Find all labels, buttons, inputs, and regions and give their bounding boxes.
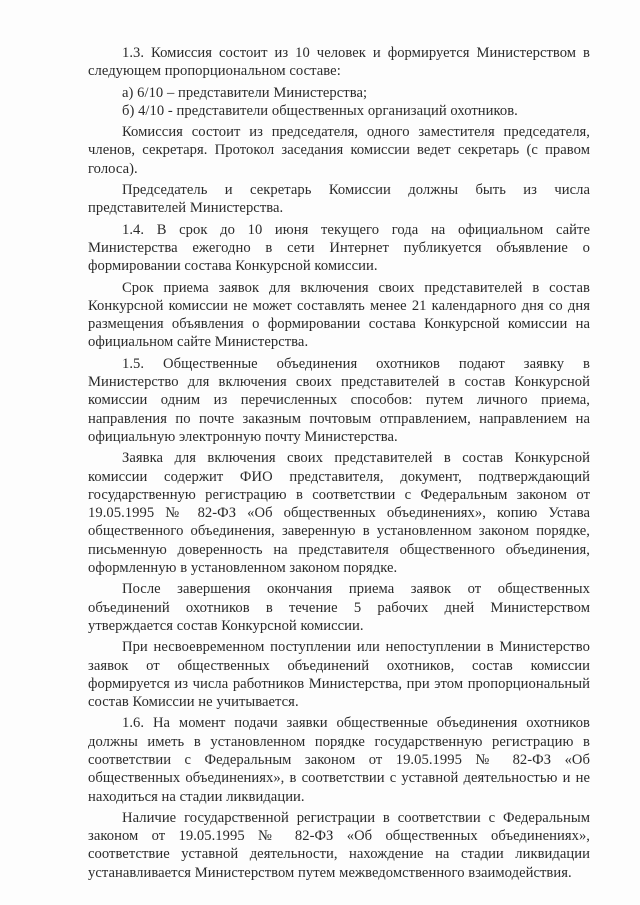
- paragraph-application-contents: Заявка для включения своих представителей в состав Конкурсной комиссии содержит ФИО представителя, документ, подтверждающий государственную регистрацию в соответствии с Федеральным законом от 19.05.1995 № 82-ФЗ «Об общественных объединениях», копию Устава общественного объединения, заверенную в установленном законом порядке, письменную доверенность на представителя общественного объединения, оформленную в установленном законом порядке.: [88, 450, 590, 577]
- paragraph-registration-check: Наличие государственной регистрации в соответствии с Федеральным законом от 19.05.1995 № 82-ФЗ «Об общественных объединениях», соответствие уставной деятельности, нахождение на стадии ликвидации устанавливается Министерством путем межведомственного взаимодействия.: [88, 809, 590, 881]
- paragraph-commission-structure: Комиссия состоит из председателя, одного заместителя председателя, членов, секретаря. Протокол заседания комиссии ведет секретарь (с правом голоса).: [88, 124, 590, 177]
- paragraph-late-submission: При несвоевременном поступлении или непоступлении в Министерство заявок от общественных объединений охотников, состав комиссии формируется из числа работников Министерства, при этом пропорциональный состав Комиссии не учитывается.: [88, 639, 590, 711]
- paragraph-1-5: 1.5. Общественные объединения охотников подают заявку в Министерство для включения своих представителей в состав Конкурсной комиссии одним из перечисленных способов: путем личного приема, направления по почте заказным почтовым отправлением, направлением на официальную электронную почту Министерства.: [88, 355, 590, 445]
- paragraph-1-4: 1.4. В срок до 10 июня текущего года на официальном сайте Министерства ежегодно в сети Интернет публикуется объявление о формировании состава Конкурсной комиссии.: [88, 221, 590, 275]
- paragraph-1-6: 1.6. На момент подачи заявки общественные объединения охотников должны иметь в установленном порядке государственную регистрацию в соответствии с Федеральным законом от 19.05.1995 № 82-ФЗ «Об общественных объединениях», в соответствии с уставной деятельностью и не находиться на стадии ликвидации.: [88, 715, 590, 805]
- document-body: [88, 44, 590, 885]
- paragraph-approval: После завершения окончания приема заявок от общественных объединений охотников в течение 5 рабочих дней Министерством утверждается состав Конкурсной комиссии.: [88, 581, 590, 634]
- paragraph-item-a: а) 6/10 – представители Министерства;: [122, 84, 368, 101]
- paragraph-item-b: б) 4/10 - представители общественных организаций охотников.: [122, 102, 518, 119]
- paragraph-chair-secretary: Председатель и секретарь Комиссии должны быть из числа представителей Министерства.: [88, 182, 590, 217]
- paragraph-1-3: 1.3. Комиссия состоит из 10 человек и формируется Министерством в следующем пропорциональном составе:: [88, 45, 590, 80]
- paragraph-application-period: Срок приема заявок для включения своих представителей в состав Конкурсной комиссии не может составлять менее 21 календарного дня со дня размещения объявления о формировании состава Конкурсной комиссии на официальном сайте Министерства.: [88, 279, 590, 351]
